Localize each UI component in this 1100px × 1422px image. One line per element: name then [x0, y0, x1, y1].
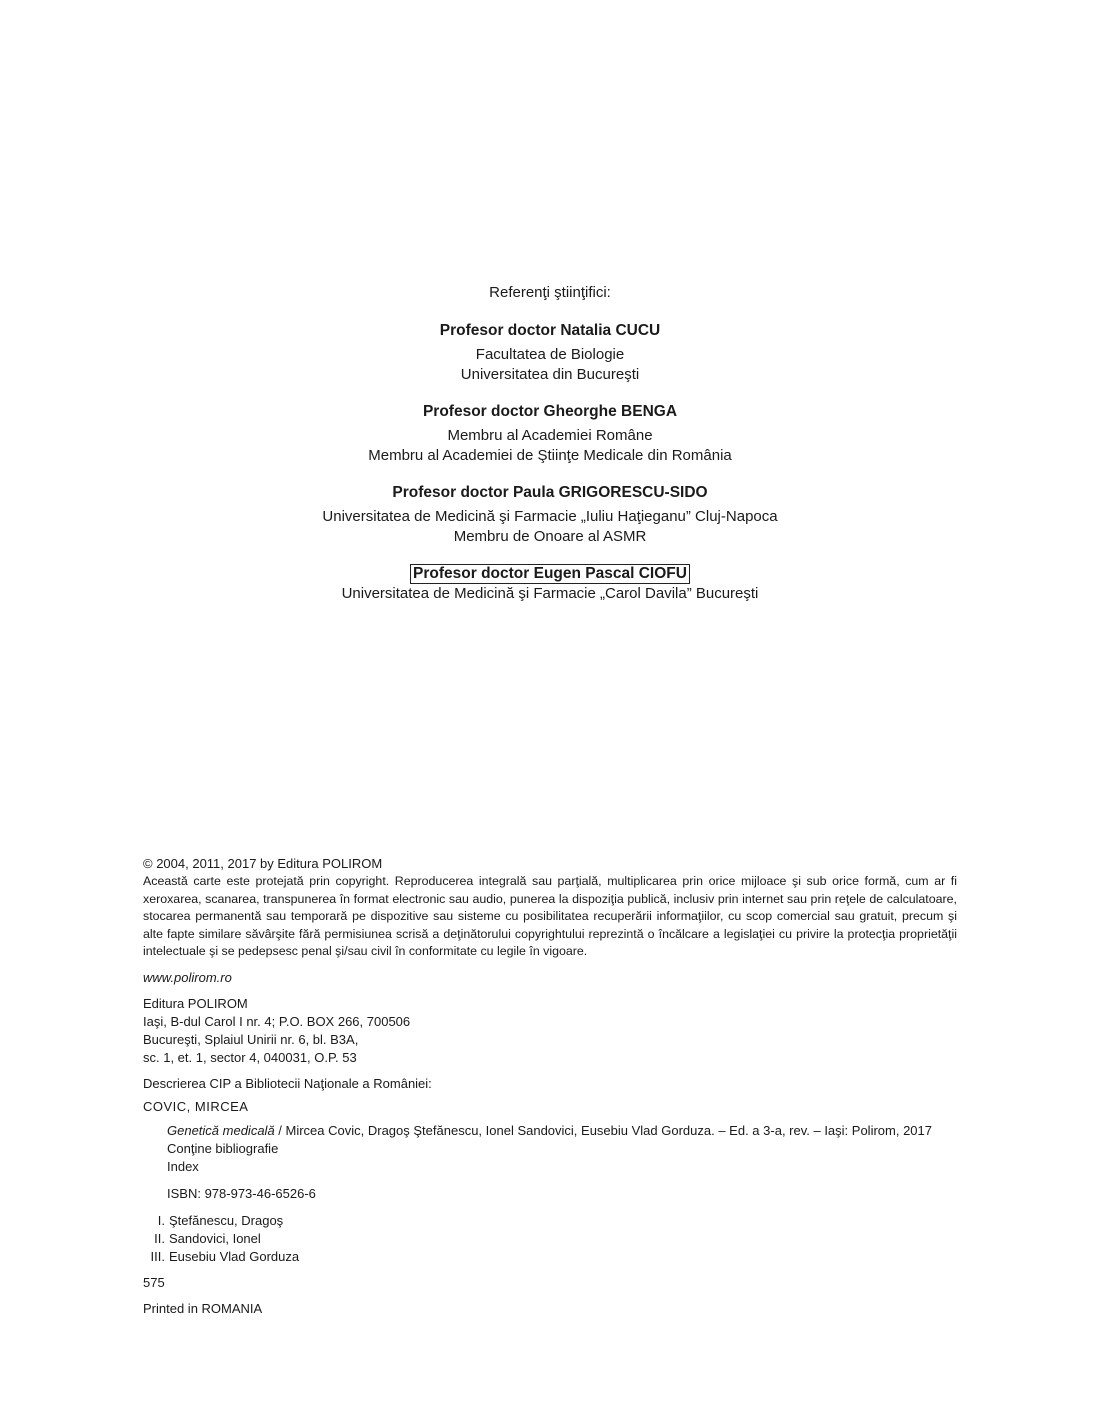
contributors-list [143, 1212, 957, 1266]
referee-affiliation: Facultatea de Biologie [475, 346, 625, 363]
referee-name-highlighted: Profesor doctor Eugen Pascal CIOFU [410, 564, 690, 584]
referee-3 [0, 483, 1100, 547]
classification-number: 575 [143, 1274, 165, 1290]
printed-in: Printed in ROMANIA [143, 1300, 263, 1316]
referee-affiliation: Membru al Academiei de Ştiinţe Medicale din România [368, 447, 732, 464]
list-item-number: II. [154, 1230, 165, 1246]
list-item-number: I. [157, 1212, 165, 1228]
copyright-line: © 2004, 2011, 2017 by Editura POLIROM [143, 856, 383, 871]
colophon [143, 855, 957, 1318]
copyright-notice: Această carte este protejată prin copyright. Reproducerea integrală sau parţială, multiplicarea prin orice mijloace şi sub orice formă, cum ar fi xeroxarea, scanarea, transpunerea în format electronic sau audio, punerea la dispoziţia publică, inclusiv prin internet sau prin reţele de calculatoare, stocarea permanentă sau temporară pe dispozitive sau sisteme cu posibilitatea recuperării informaţiilor, cu scop comercial sau gratuit, precum şi alte fapte similare săvârşite fără permisiunea scrisă a deţinătorului copyrightului reprezintă o încălcare a legislaţiei cu privire la protecţia proprietăţii intelectuale şi se pedepsesc penal şi/sau civil în conformitate cu legile în vigoare. [143, 874, 957, 958]
referee-2 [0, 402, 1100, 466]
referee-affiliation: Universitatea de Medicină şi Farmacie „Carol Davila” Bucureşti [341, 585, 759, 602]
publisher-website: www.polirom.ro [143, 969, 232, 985]
referee-affiliation: Membru de Onoare al ASMR [453, 528, 647, 545]
referee-name: Profesor doctor Paula GRIGORESCU-SIDO [392, 484, 708, 501]
list-item-text: Eusebiu Vlad Gorduza [169, 1248, 300, 1264]
cip-notes [143, 1140, 957, 1176]
address-line: sc. 1, et. 1, sector 4, 040031, O.P. 53 [143, 1049, 357, 1065]
referees-heading: Referenţi ştiinţifici: [489, 284, 611, 301]
referee-name: Profesor doctor Natalia CUCU [439, 322, 661, 339]
cip-entry [143, 1122, 957, 1140]
referee-affiliation: Universitatea de Medicină şi Farmacie „Iuliu Haţieganu” Cluj-Napoca [322, 508, 778, 525]
referees-section [0, 283, 1100, 621]
list-item [143, 1248, 957, 1266]
address-line: Bucureşti, Splaiul Unirii nr. 6, bl. B3A, [143, 1031, 359, 1047]
book-title: Genetică medicală [167, 1122, 275, 1138]
referee-4 [0, 564, 1100, 604]
list-item-text: Ştefănescu, Dragoş [169, 1212, 284, 1228]
isbn [143, 1185, 957, 1203]
referee-affiliation: Membru al Academiei Române [447, 427, 653, 444]
cip-author: COVIC, MIRCEA [143, 1098, 249, 1114]
referee-name: Profesor doctor Gheorghe BENGA [422, 403, 678, 420]
address-line: Iaşi, B-dul Carol I nr. 4; P.O. BOX 266, 700506 [143, 1013, 411, 1029]
cip-entry-details: / Mircea Covic, Dragoş Ştefănescu, Ionel Sandovici, Eusebiu Vlad Gorduza. – Ed. a 3-a, rev. – Iaşi: Polirom, 2017 [274, 1122, 932, 1138]
list-item-text: Sandovici, Ionel [169, 1230, 261, 1246]
referee-1 [0, 321, 1100, 385]
cip-note: Index [167, 1158, 199, 1174]
publisher-address [143, 995, 957, 1067]
publisher-name: Editura POLIROM [143, 995, 248, 1011]
list-item-number: III. [150, 1248, 165, 1264]
referee-affiliation: Universitatea din Bucureşti [460, 366, 640, 383]
cip-note: Conţine bibliografie [167, 1140, 279, 1156]
list-item [143, 1212, 957, 1230]
isbn-value: ISBN: 978-973-46-6526-6 [167, 1185, 316, 1201]
list-item [143, 1230, 957, 1248]
cip-title: Descrierea CIP a Bibliotecii Naţionale a României: [143, 1075, 432, 1091]
